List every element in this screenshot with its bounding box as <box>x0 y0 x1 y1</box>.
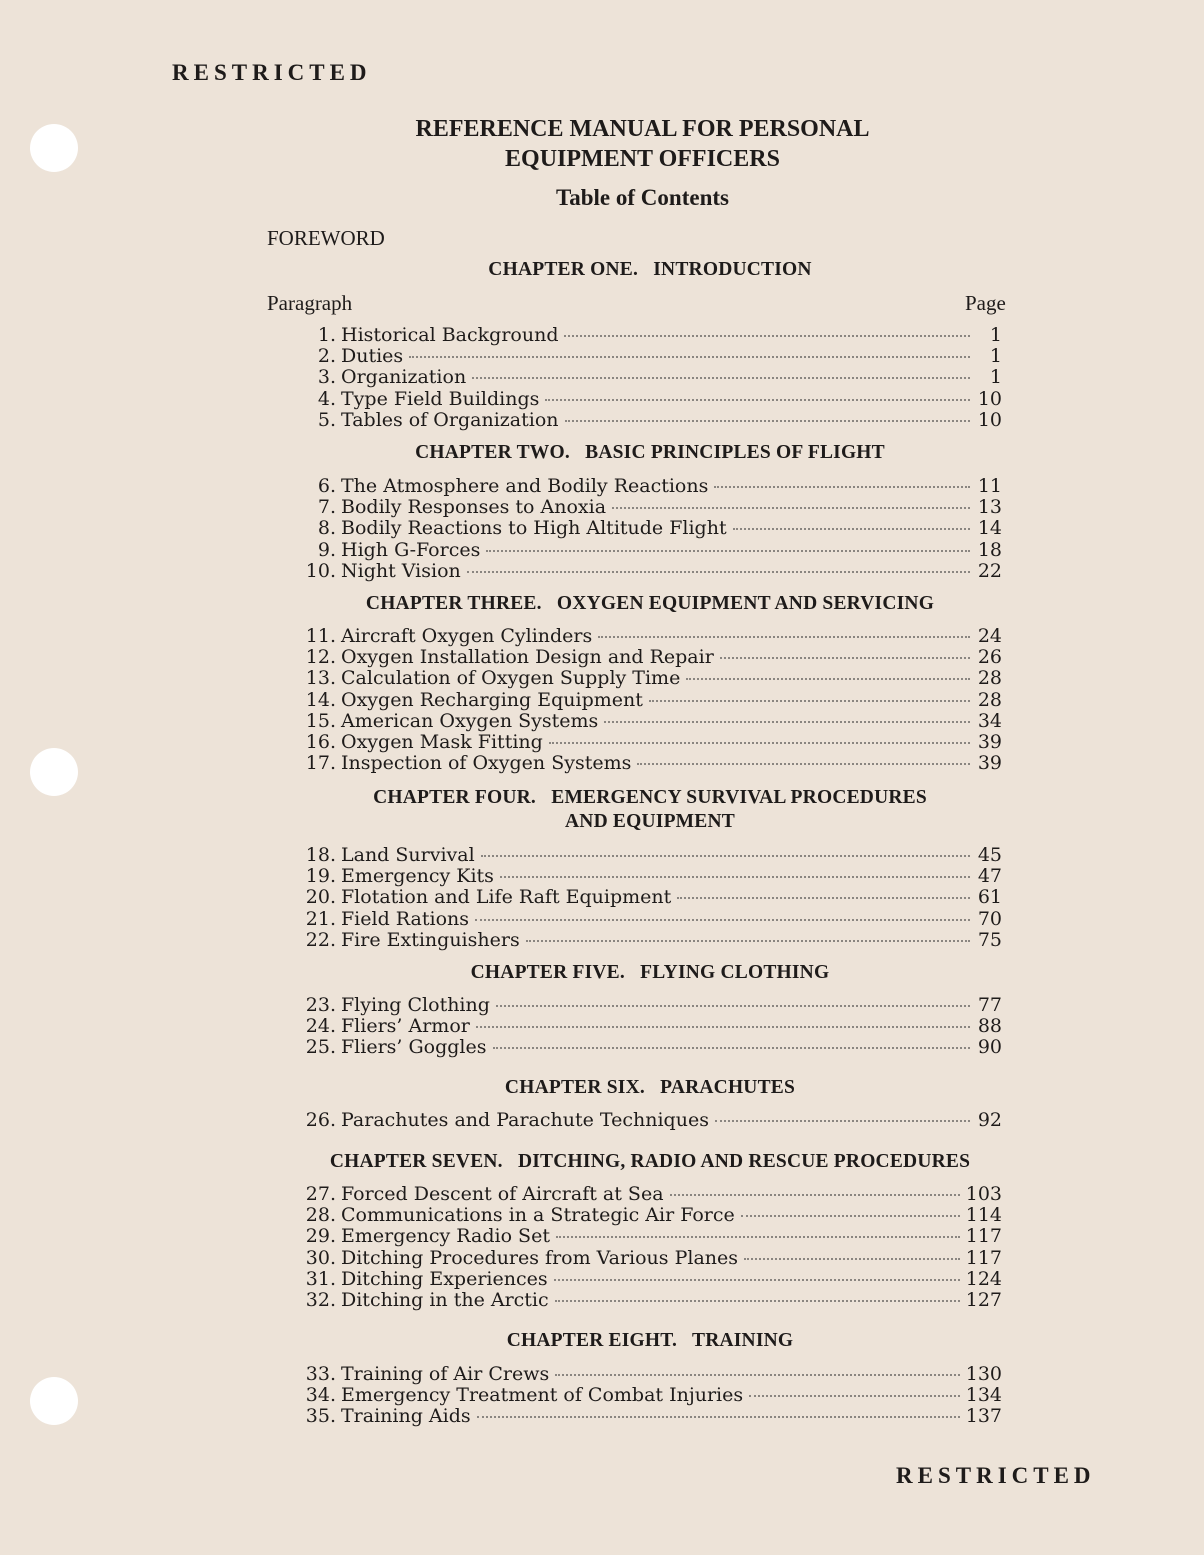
toc-entry <box>290 1110 1002 1131</box>
entry-number: 4. <box>317 387 336 410</box>
chapter-heading-line: CHAPTER TWO. BASIC PRINCIPLES OF FLIGHT <box>415 442 885 463</box>
entry-page-number: 11 <box>977 475 1002 497</box>
entry-number: 32. <box>305 1288 336 1311</box>
entry-page-number: 1 <box>989 345 1002 368</box>
toc-entry <box>290 711 1002 732</box>
toc-entry <box>290 1037 1002 1058</box>
entry-page-number: 114 <box>965 1204 1002 1227</box>
entry-title: Emergency Treatment of Combat Injuries <box>341 1384 744 1407</box>
toc-entry <box>290 346 1002 367</box>
entry-title: High G-Forces <box>341 538 481 561</box>
toc-entry <box>290 540 1002 561</box>
dot-leader <box>526 940 970 942</box>
entry-number: 19. <box>305 865 336 888</box>
entry-title: Duties <box>341 345 404 368</box>
entry-number: 15. <box>305 709 336 732</box>
chapter-entry-list <box>290 325 1002 431</box>
entry-number: 6. <box>317 475 336 497</box>
toc-entry <box>290 1184 1002 1205</box>
entry-title: Land Survival <box>341 844 475 866</box>
entry-number: 33. <box>305 1363 336 1385</box>
entry-title: Type Field Buildings <box>341 387 540 410</box>
toc-entry <box>290 410 1002 431</box>
toc-entry <box>290 887 1002 908</box>
chapter-heading <box>250 961 1050 985</box>
toc-entry <box>290 1385 1002 1406</box>
toc-entry <box>290 1205 1002 1226</box>
entry-title: Ditching in the Arctic <box>341 1288 549 1311</box>
entry-page-number: 26 <box>977 646 1002 669</box>
chapter-heading <box>250 1150 1050 1174</box>
toc-entry <box>290 476 1002 497</box>
toc-entry <box>290 668 1002 689</box>
entry-number: 26. <box>305 1109 336 1131</box>
entry-page-number: 22 <box>977 559 1002 582</box>
entry-title: Ditching Experiences <box>341 1267 548 1290</box>
entry-page-number: 47 <box>977 865 1002 888</box>
entry-page-number: 39 <box>977 730 1002 753</box>
entry-page-number: 14 <box>977 517 1002 540</box>
chapter-heading <box>250 786 1050 834</box>
punch-hole-bottom <box>30 1377 78 1425</box>
dot-leader <box>598 636 970 638</box>
entry-title: Tables of Organization <box>341 408 559 431</box>
chapter-entry-list <box>290 1364 1002 1428</box>
toc-entry <box>290 389 1002 410</box>
entry-title: Aircraft Oxygen Cylinders <box>341 625 593 647</box>
entry-number: 28. <box>305 1204 336 1227</box>
dot-leader <box>733 528 970 530</box>
entry-number: 25. <box>305 1036 336 1059</box>
chapter-heading-line: CHAPTER SEVEN. DITCHING, RADIO AND RESCUE PROCEDURES <box>329 1151 971 1172</box>
chapter-heading <box>250 441 1050 465</box>
toc-entry <box>290 626 1002 647</box>
dot-leader <box>612 507 970 509</box>
dot-leader <box>500 876 970 878</box>
dot-leader <box>555 1300 960 1302</box>
entry-title: Fliers’ Goggles <box>341 1036 487 1059</box>
entry-page-number: 10 <box>977 387 1002 410</box>
dot-leader <box>741 1215 960 1217</box>
toc-entry <box>290 325 1002 346</box>
toc-entry <box>290 647 1002 668</box>
dot-leader <box>555 1374 960 1376</box>
document-title-line1: REFERENCE MANUAL FOR PERSONAL <box>415 116 870 142</box>
entry-number: 7. <box>317 496 336 519</box>
entry-page-number: 34 <box>977 709 1002 732</box>
dot-leader <box>686 678 970 680</box>
entry-page-number: 1 <box>989 366 1002 389</box>
entry-title: Oxygen Mask Fitting <box>341 730 543 753</box>
entry-number: 17. <box>305 752 336 775</box>
toc-entry <box>290 845 1002 866</box>
entry-number: 16. <box>305 730 336 753</box>
chapter-heading-line: CHAPTER THREE. OXYGEN EQUIPMENT AND SERVICING <box>365 593 935 614</box>
entry-number: 27. <box>305 1183 336 1205</box>
entry-number: 5. <box>317 408 336 431</box>
dot-leader <box>476 1026 970 1028</box>
document-title-line2: EQUIPMENT OFFICERS <box>505 146 780 172</box>
entry-title: Fire Extinguishers <box>341 928 520 951</box>
toc-entry <box>290 690 1002 711</box>
entry-number: 11. <box>305 625 336 647</box>
toc-entry <box>290 1269 1002 1290</box>
entry-title: Bodily Reactions to High Altitude Flight <box>341 517 727 540</box>
chapter-heading <box>250 592 1050 616</box>
entry-number: 29. <box>305 1225 336 1248</box>
toc-entry <box>290 1364 1002 1385</box>
entry-number: 35. <box>305 1405 336 1428</box>
entry-number: 31. <box>305 1267 336 1290</box>
dot-leader <box>554 1279 960 1281</box>
entry-number: 10. <box>305 559 336 582</box>
entry-page-number: 61 <box>977 886 1002 909</box>
punch-hole-middle <box>30 748 78 796</box>
chapter-heading-line: CHAPTER ONE. INTRODUCTION <box>488 259 812 280</box>
toc-entry <box>290 1016 1002 1037</box>
entry-page-number: 75 <box>977 928 1002 951</box>
header-restricted-mark: RESTRICTED <box>172 60 372 85</box>
dot-leader <box>720 657 970 659</box>
toc-entry <box>290 497 1002 518</box>
entry-page-number: 24 <box>977 625 1002 647</box>
chapter-heading <box>250 1076 1050 1100</box>
entry-title: Field Rations <box>341 907 469 930</box>
entry-page-number: 124 <box>965 1267 1002 1290</box>
chapter-entry-list <box>290 626 1002 774</box>
entry-title: Forced Descent of Aircraft at Sea <box>341 1183 664 1205</box>
toc-entry <box>290 866 1002 887</box>
entry-page-number: 137 <box>965 1405 1002 1428</box>
chapter-entry-list <box>290 995 1002 1059</box>
entry-number: 2. <box>317 345 336 368</box>
entry-number: 8. <box>317 517 336 540</box>
entry-number: 9. <box>317 538 336 561</box>
entry-number: 24. <box>305 1015 336 1038</box>
entry-number: 13. <box>305 667 336 690</box>
entry-page-number: 28 <box>977 667 1002 690</box>
dot-leader <box>472 377 970 379</box>
entry-page-number: 103 <box>965 1183 1002 1205</box>
entry-number: 3. <box>317 366 336 389</box>
toc-entry <box>290 753 1002 774</box>
entry-number: 34. <box>305 1384 336 1407</box>
entry-title: Emergency Kits <box>341 865 494 888</box>
dot-leader <box>545 399 970 401</box>
chapter-heading <box>250 258 1050 282</box>
chapter-heading-line: CHAPTER EIGHT. TRAINING <box>506 1330 794 1351</box>
chapter-entry-list <box>290 1110 1002 1131</box>
toc-entry <box>290 732 1002 753</box>
dot-leader <box>637 763 970 765</box>
entry-title: Communications in a Strategic Air Force <box>341 1204 735 1227</box>
entry-page-number: 1 <box>989 324 1002 346</box>
chapter-entry-list <box>290 845 1002 951</box>
dot-leader <box>549 742 970 744</box>
dot-leader <box>749 1395 960 1397</box>
entry-page-number: 18 <box>977 538 1002 561</box>
entry-number: 14. <box>305 688 336 711</box>
entry-title: Night Vision <box>341 559 461 582</box>
entry-page-number: 10 <box>977 408 1002 431</box>
toc-entry <box>290 909 1002 930</box>
chapter-heading <box>250 1329 1050 1353</box>
entry-title: Oxygen Installation Design and Repair <box>341 646 714 669</box>
chapter-entry-list <box>290 1184 1002 1311</box>
dot-leader <box>677 897 970 899</box>
entry-page-number: 92 <box>977 1109 1002 1131</box>
toc-entry <box>290 930 1002 951</box>
entry-title: Fliers’ Armor <box>341 1015 470 1038</box>
entry-page-number: 90 <box>977 1036 1002 1059</box>
toc-entry <box>290 995 1002 1016</box>
foreword-entry: FOREWORD <box>267 226 385 250</box>
toc-entry <box>290 518 1002 539</box>
chapter-heading-line: CHAPTER FOUR. EMERGENCY SURVIVAL PROCEDURES <box>373 787 927 808</box>
entry-title: Training of Air Crews <box>341 1363 550 1385</box>
entry-title: American Oxygen Systems <box>341 709 599 732</box>
chapter-heading-line: CHAPTER FIVE. FLYING CLOTHING <box>470 962 830 983</box>
entry-title: Organization <box>341 366 467 389</box>
dot-leader <box>564 335 970 337</box>
entry-title: Oxygen Recharging Equipment <box>341 688 643 711</box>
entry-title: Parachutes and Parachute Techniques <box>341 1109 709 1131</box>
toc-entry <box>290 1290 1002 1311</box>
entry-page-number: 39 <box>977 752 1002 775</box>
entry-number: 23. <box>305 994 336 1016</box>
entry-number: 21. <box>305 907 336 930</box>
entry-title: Training Aids <box>341 1405 471 1428</box>
dot-leader <box>715 1120 970 1122</box>
entry-page-number: 77 <box>977 994 1002 1016</box>
toc-entry <box>290 1248 1002 1269</box>
entry-title: Calculation of Oxygen Supply Time <box>341 667 681 690</box>
entry-title: Emergency Radio Set <box>341 1225 550 1248</box>
dot-leader <box>481 855 970 857</box>
entry-page-number: 88 <box>977 1015 1002 1038</box>
dot-leader <box>486 550 970 552</box>
entry-number: 18. <box>305 844 336 866</box>
dot-leader <box>493 1047 970 1049</box>
dot-leader <box>565 420 971 422</box>
toc-entry <box>290 1226 1002 1247</box>
toc-entry <box>290 367 1002 388</box>
dot-leader <box>467 571 970 573</box>
page-column-label: Page <box>965 291 1006 315</box>
entry-title: Bodily Responses to Anoxia <box>341 496 607 519</box>
entry-page-number: 28 <box>977 688 1002 711</box>
entry-title: Flotation and Life Raft Equipment <box>341 886 672 909</box>
entry-number: 30. <box>305 1246 336 1269</box>
entry-page-number: 134 <box>965 1384 1002 1407</box>
entry-title: The Atmosphere and Bodily Reactions <box>341 475 709 497</box>
entry-number: 20. <box>305 886 336 909</box>
entry-title: Flying Clothing <box>341 994 490 1016</box>
entry-page-number: 130 <box>965 1363 1002 1385</box>
dot-leader <box>556 1236 960 1238</box>
dot-leader <box>670 1194 960 1196</box>
entry-page-number: 13 <box>977 496 1002 519</box>
entry-page-number: 70 <box>977 907 1002 930</box>
toc-heading: Table of Contents <box>556 185 729 210</box>
chapter-entry-list <box>290 476 1002 582</box>
dot-leader <box>604 721 970 723</box>
dot-leader <box>477 1416 960 1418</box>
chapter-heading-line: CHAPTER SIX. PARACHUTES <box>504 1077 796 1098</box>
entry-number: 22. <box>305 928 336 951</box>
dot-leader <box>649 700 970 702</box>
entry-title: Inspection of Oxygen Systems <box>341 752 632 775</box>
footer-restricted-mark: RESTRICTED <box>896 1463 1096 1488</box>
entry-page-number: 117 <box>965 1225 1002 1248</box>
toc-entry <box>290 1406 1002 1427</box>
dot-leader <box>714 486 970 488</box>
entry-title: Historical Background <box>341 324 559 346</box>
chapter-heading-line: AND EQUIPMENT <box>565 811 735 832</box>
entry-number: 1. <box>317 324 336 346</box>
entry-title: Ditching Procedures from Various Planes <box>341 1246 739 1269</box>
entry-page-number: 117 <box>965 1246 1002 1269</box>
dot-leader <box>744 1258 960 1260</box>
entry-number: 12. <box>305 646 336 669</box>
entry-page-number: 127 <box>965 1288 1002 1311</box>
entry-page-number: 45 <box>977 844 1002 866</box>
dot-leader <box>409 356 970 358</box>
dot-leader <box>496 1005 970 1007</box>
toc-entry <box>290 561 1002 582</box>
dot-leader <box>475 919 970 921</box>
paragraph-column-label: Paragraph <box>267 291 353 315</box>
